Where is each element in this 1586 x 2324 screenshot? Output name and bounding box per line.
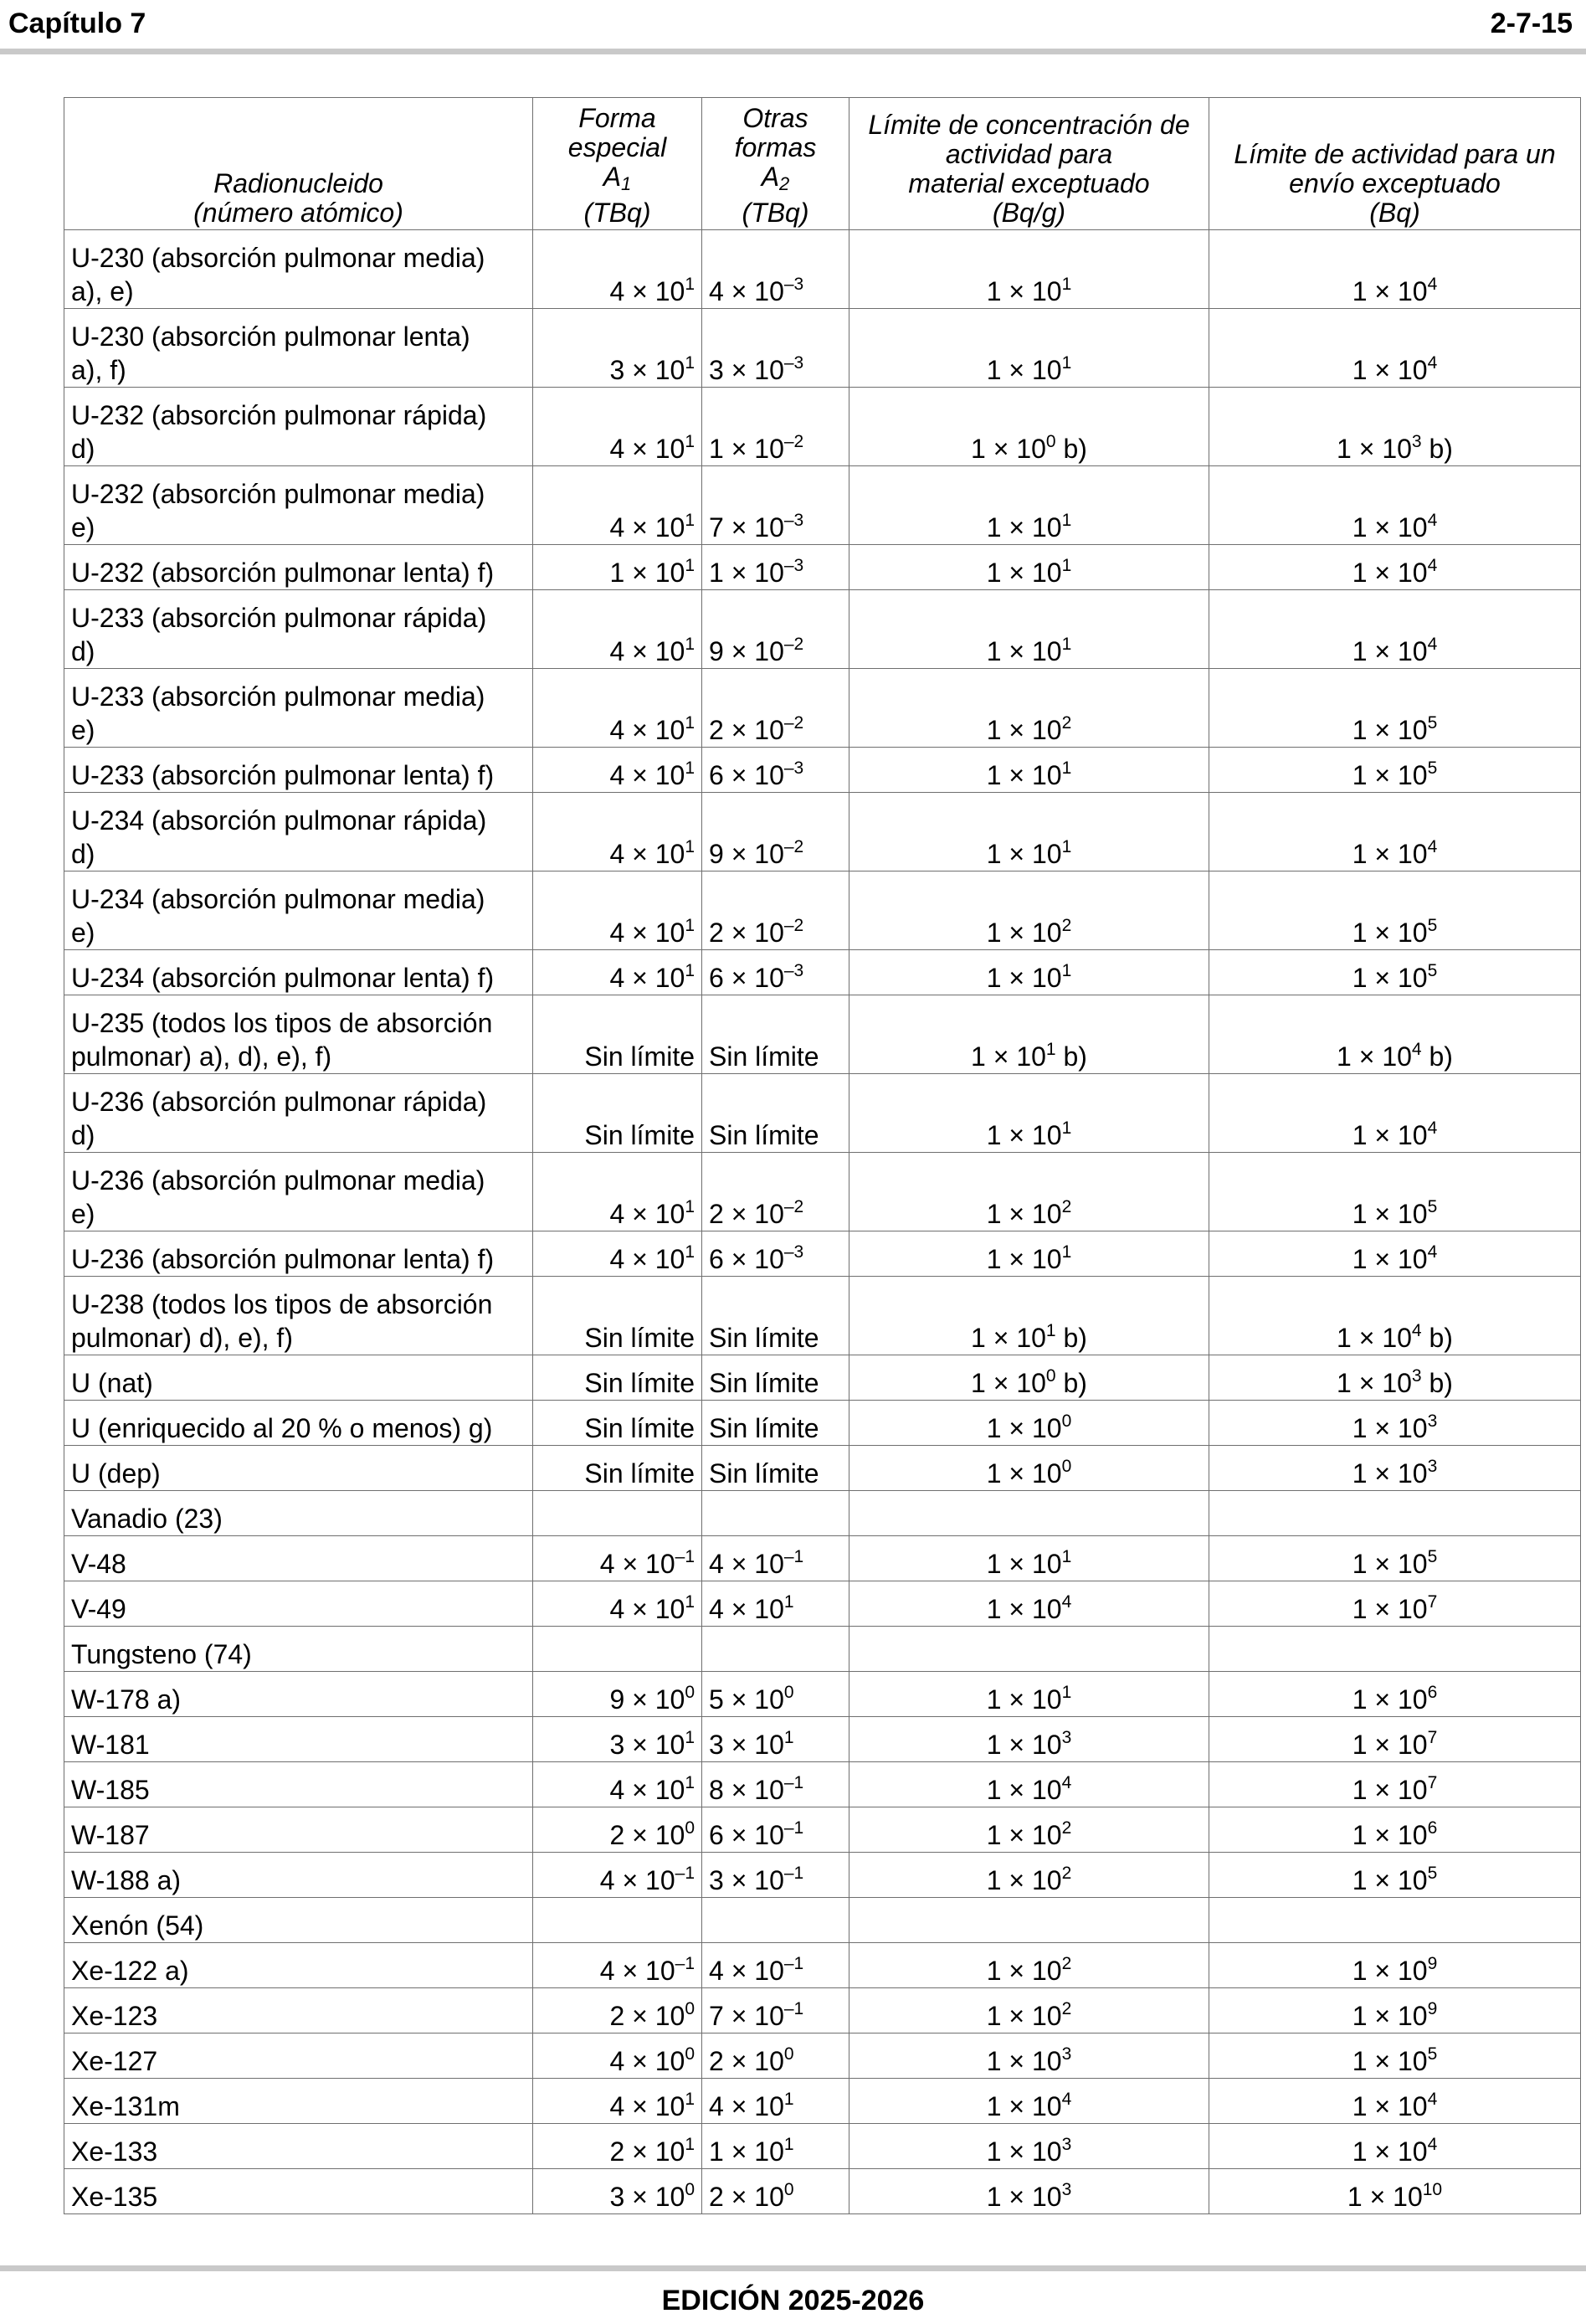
cell-a1: Sin límite <box>533 1074 702 1153</box>
cell-a1: $9 \times 10^0$ <box>533 1672 702 1717</box>
table-row <box>64 230 1581 309</box>
cell-a2: $4 \times 10^1$ <box>702 2079 849 2124</box>
cell-a1: Sin límite <box>533 1401 702 1446</box>
footer-rule <box>0 2265 1586 2271</box>
table-row <box>64 1491 1581 1536</box>
cell-a1: $2 \times 10^0$ <box>533 1807 702 1853</box>
cell-a2: $4 \times 10^{-1}$ <box>702 1536 849 1581</box>
table-row <box>64 1717 1581 1762</box>
cell-consignment-limit: $1 \times 10^5$ <box>1209 669 1581 748</box>
cell-concentration-limit: $1 \times 10^2$ <box>849 1943 1209 1988</box>
cell-radionuclide: W-178 a) <box>64 1672 533 1717</box>
table-body <box>64 230 1581 2214</box>
cell-a2: $4 \times 10^1$ <box>702 1581 849 1627</box>
cell-concentration-limit: $1 \times 10^1$ <box>849 793 1209 872</box>
cell-a2 <box>702 1491 849 1536</box>
cell-a2: $6 \times 10^{-3}$ <box>702 748 849 793</box>
cell-radionuclide: W-188 a) <box>64 1853 533 1898</box>
table-row <box>64 545 1581 590</box>
cell-a2: $1 \times 10^1$ <box>702 2124 849 2169</box>
table-row <box>64 1231 1581 1277</box>
cell-radionuclide: U (nat) <box>64 1355 533 1401</box>
cell-a1: $4 \times 10^1$ <box>533 388 702 466</box>
table-row <box>64 950 1581 995</box>
cell-consignment-limit: $1 \times 10^4$ <box>1209 2124 1581 2169</box>
cell-a2: $6 \times 10^{-3}$ <box>702 950 849 995</box>
cell-radionuclide: W-187 <box>64 1807 533 1853</box>
cell-a2: $9 \times 10^{-2}$ <box>702 590 849 669</box>
cell-radionuclide: Xe-122 a) <box>64 1943 533 1988</box>
cell-concentration-limit: $1 \times 10^1$ b) <box>849 1277 1209 1355</box>
cell-a1: $4 \times 10^1$ <box>533 1581 702 1627</box>
table-row <box>64 1446 1581 1491</box>
cell-a1: $4 \times 10^1$ <box>533 793 702 872</box>
cell-concentration-limit: $1 \times 10^1$ <box>849 466 1209 545</box>
cell-a1: $2 \times 10^0$ <box>533 1988 702 2034</box>
cell-a2: Sin límite <box>702 1277 849 1355</box>
cell-concentration-limit: $1 \times 10^1$ <box>849 950 1209 995</box>
table-row <box>64 388 1581 466</box>
cell-consignment-limit: $1 \times 10^3$ <box>1209 1401 1581 1446</box>
chapter-title: Capítulo 7 <box>8 8 146 39</box>
cell-consignment-limit: $1 \times 10^5$ <box>1209 1153 1581 1231</box>
cell-radionuclide: Xe-123 <box>64 1988 533 2034</box>
table-row <box>64 1153 1581 1231</box>
cell-radionuclide: U-236 (absorción pulmonar rápida) d) <box>64 1074 533 1153</box>
cell-concentration-limit: $1 \times 10^0$ b) <box>849 1355 1209 1401</box>
cell-consignment-limit: $1 \times 10^4$ <box>1209 793 1581 872</box>
cell-radionuclide: V-48 <box>64 1536 533 1581</box>
cell-a1: Sin límite <box>533 1446 702 1491</box>
cell-a2: $2 \times 10^0$ <box>702 2034 849 2079</box>
table-row <box>64 2079 1581 2124</box>
cell-consignment-limit: $1 \times 10^4$ <box>1209 545 1581 590</box>
cell-radionuclide: Xe-133 <box>64 2124 533 2169</box>
cell-consignment-limit: $1 \times 10^4$ <box>1209 230 1581 309</box>
cell-radionuclide: U-238 (todos los tipos de absorción pulmonar) d), e), f) <box>64 1277 533 1355</box>
cell-a1: $4 \times 10^1$ <box>533 950 702 995</box>
cell-consignment-limit: $1 \times 10^3$ <box>1209 1446 1581 1491</box>
table-row <box>64 1807 1581 1853</box>
cell-a1: $1 \times 10^1$ <box>533 545 702 590</box>
table-row <box>64 1943 1581 1988</box>
cell-concentration-limit: $1 \times 10^1$ <box>849 1672 1209 1717</box>
cell-a2: $5 \times 10^0$ <box>702 1672 849 1717</box>
table-row <box>64 466 1581 545</box>
cell-a1: $3 \times 10^1$ <box>533 1717 702 1762</box>
header-radionuclide: Radionucleido (número atómico) <box>64 98 533 230</box>
header-rule <box>0 49 1586 54</box>
cell-radionuclide: Xe-135 <box>64 2169 533 2214</box>
table-row <box>64 309 1581 388</box>
cell-radionuclide: U (dep) <box>64 1446 533 1491</box>
cell-a2: $2 \times 10^{-2}$ <box>702 1153 849 1231</box>
cell-consignment-limit: $1 \times 10^7$ <box>1209 1581 1581 1627</box>
cell-concentration-limit: $1 \times 10^1$ <box>849 309 1209 388</box>
cell-concentration-limit: $1 \times 10^2$ <box>849 669 1209 748</box>
cell-a2 <box>702 1627 849 1672</box>
table-row <box>64 590 1581 669</box>
cell-a2: $2 \times 10^0$ <box>702 2169 849 2214</box>
cell-a2: $3 \times 10^{-3}$ <box>702 309 849 388</box>
cell-consignment-limit: $1 \times 10^4$ <box>1209 590 1581 669</box>
cell-a1 <box>533 1627 702 1672</box>
cell-a1: $4 \times 10^1$ <box>533 1762 702 1807</box>
cell-a2: $1 \times 10^{-2}$ <box>702 388 849 466</box>
header-concentration-limit: Límite de concentración de actividad para material exceptuado (Bq/g) <box>849 98 1209 230</box>
cell-a2: $2 \times 10^{-2}$ <box>702 872 849 950</box>
cell-concentration-limit: $1 \times 10^1$ <box>849 545 1209 590</box>
cell-radionuclide: U-234 (absorción pulmonar lenta) f) <box>64 950 533 995</box>
cell-a2: $4 \times 10^{-1}$ <box>702 1943 849 1988</box>
table-row <box>64 2034 1581 2079</box>
cell-radionuclide: V-49 <box>64 1581 533 1627</box>
cell-radionuclide: U-232 (absorción pulmonar lenta) f) <box>64 545 533 590</box>
cell-consignment-limit: $1 \times 10^4$ <box>1209 2079 1581 2124</box>
cell-a1: $4 \times 10^{-1}$ <box>533 1536 702 1581</box>
cell-a2: $2 \times 10^{-2}$ <box>702 669 849 748</box>
page-number: 2-7-15 <box>1490 8 1573 39</box>
edition-footer: EDICIÓN 2025-2026 <box>661 2285 925 2316</box>
cell-a2: Sin límite <box>702 1401 849 1446</box>
cell-concentration-limit: $1 \times 10^3$ <box>849 2034 1209 2079</box>
cell-concentration-limit: $1 \times 10^4$ <box>849 2079 1209 2124</box>
cell-radionuclide: U-233 (absorción pulmonar lenta) f) <box>64 748 533 793</box>
cell-radionuclide: U-233 (absorción pulmonar media) e) <box>64 669 533 748</box>
table-row <box>64 1672 1581 1717</box>
cell-consignment-limit: $1 \times 10^5$ <box>1209 1853 1581 1898</box>
table-row <box>64 1898 1581 1943</box>
cell-concentration-limit: $1 \times 10^3$ <box>849 2124 1209 2169</box>
cell-concentration-limit: $1 \times 10^2$ <box>849 872 1209 950</box>
cell-radionuclide: Xenón (54) <box>64 1898 533 1943</box>
cell-a2: Sin límite <box>702 1446 849 1491</box>
cell-a1: $4 \times 10^1$ <box>533 466 702 545</box>
cell-consignment-limit: $1 \times 10^5$ <box>1209 872 1581 950</box>
cell-concentration-limit: $1 \times 10^0$ b) <box>849 388 1209 466</box>
cell-a1: $3 \times 10^1$ <box>533 309 702 388</box>
cell-concentration-limit: $1 \times 10^2$ <box>849 1153 1209 1231</box>
cell-a1 <box>533 1898 702 1943</box>
cell-radionuclide: U-232 (absorción pulmonar media) e) <box>64 466 533 545</box>
cell-consignment-limit: $1 \times 10^5$ <box>1209 2034 1581 2079</box>
cell-concentration-limit: $1 \times 10^0$ <box>849 1446 1209 1491</box>
cell-radionuclide: U-232 (absorción pulmonar rápida) d) <box>64 388 533 466</box>
cell-consignment-limit <box>1209 1898 1581 1943</box>
cell-consignment-limit: $1 \times 10^3$ b) <box>1209 1355 1581 1401</box>
cell-a1: $4 \times 10^0$ <box>533 2034 702 2079</box>
cell-a2: Sin límite <box>702 995 849 1074</box>
cell-consignment-limit: $1 \times 10^7$ <box>1209 1717 1581 1762</box>
cell-concentration-limit <box>849 1627 1209 1672</box>
cell-a1: Sin límite <box>533 995 702 1074</box>
cell-a1: $4 \times 10^1$ <box>533 669 702 748</box>
cell-a2: $3 \times 10^{-1}$ <box>702 1853 849 1898</box>
cell-radionuclide: W-181 <box>64 1717 533 1762</box>
cell-consignment-limit: $1 \times 10^7$ <box>1209 1762 1581 1807</box>
cell-concentration-limit: $1 \times 10^2$ <box>849 1988 1209 2034</box>
table-row <box>64 1536 1581 1581</box>
cell-concentration-limit: $1 \times 10^4$ <box>849 1581 1209 1627</box>
table-header-row <box>64 98 1581 230</box>
cell-consignment-limit: $1 \times 10^4$ <box>1209 309 1581 388</box>
cell-a2 <box>702 1898 849 1943</box>
cell-a2: $7 \times 10^{-1}$ <box>702 1988 849 2034</box>
header-a1: Forma especial A1 (TBq) <box>533 98 702 230</box>
cell-consignment-limit: $1 \times 10^4$ b) <box>1209 1277 1581 1355</box>
cell-a1: Sin límite <box>533 1355 702 1401</box>
cell-radionuclide: Xe-127 <box>64 2034 533 2079</box>
cell-concentration-limit: $1 \times 10^1$ <box>849 748 1209 793</box>
cell-a1: $4 \times 10^1$ <box>533 872 702 950</box>
cell-radionuclide: U-230 (absorción pulmonar lenta) a), f) <box>64 309 533 388</box>
cell-concentration-limit <box>849 1898 1209 1943</box>
table-row <box>64 872 1581 950</box>
cell-a2: $6 \times 10^{-3}$ <box>702 1231 849 1277</box>
cell-consignment-limit: $1 \times 10^4$ b) <box>1209 995 1581 1074</box>
table-row <box>64 1762 1581 1807</box>
cell-a2: $1 \times 10^{-3}$ <box>702 545 849 590</box>
cell-a2: $4 \times 10^{-3}$ <box>702 230 849 309</box>
cell-concentration-limit: $1 \times 10^3$ <box>849 1717 1209 1762</box>
header-a2: Otras formas A2 (TBq) <box>702 98 849 230</box>
cell-concentration-limit: $1 \times 10^1$ <box>849 590 1209 669</box>
cell-concentration-limit <box>849 1491 1209 1536</box>
cell-concentration-limit: $1 \times 10^1$ <box>849 1536 1209 1581</box>
cell-a1: $4 \times 10^1$ <box>533 230 702 309</box>
cell-radionuclide: Xe-131m <box>64 2079 533 2124</box>
cell-consignment-limit <box>1209 1627 1581 1672</box>
cell-a1: $4 \times 10^1$ <box>533 748 702 793</box>
cell-concentration-limit: $1 \times 10^1$ <box>849 230 1209 309</box>
page-header <box>8 3 1578 45</box>
table-row <box>64 1074 1581 1153</box>
table-row <box>64 995 1581 1074</box>
cell-consignment-limit <box>1209 1491 1581 1536</box>
cell-a2: $8 \times 10^{-1}$ <box>702 1762 849 1807</box>
cell-radionuclide: U-234 (absorción pulmonar rápida) d) <box>64 793 533 872</box>
cell-radionuclide: U-235 (todos los tipos de absorción pulmonar) a), d), e), f) <box>64 995 533 1074</box>
cell-concentration-limit: $1 \times 10^2$ <box>849 1853 1209 1898</box>
cell-consignment-limit: $1 \times 10^5$ <box>1209 1536 1581 1581</box>
table-row <box>64 1355 1581 1401</box>
cell-a2: Sin límite <box>702 1074 849 1153</box>
cell-consignment-limit: $1 \times 10^5$ <box>1209 748 1581 793</box>
cell-consignment-limit: $1 \times 10^3$ b) <box>1209 388 1581 466</box>
cell-a2: $9 \times 10^{-2}$ <box>702 793 849 872</box>
cell-a1: $3 \times 10^0$ <box>533 2169 702 2214</box>
cell-radionuclide: U-234 (absorción pulmonar media) e) <box>64 872 533 950</box>
cell-a1: $4 \times 10^1$ <box>533 1153 702 1231</box>
cell-a2: $3 \times 10^1$ <box>702 1717 849 1762</box>
cell-consignment-limit: $1 \times 10^5$ <box>1209 950 1581 995</box>
cell-a2: Sin límite <box>702 1355 849 1401</box>
table-row <box>64 1853 1581 1898</box>
table-row <box>64 669 1581 748</box>
cell-concentration-limit: $1 \times 10^1$ <box>849 1231 1209 1277</box>
cell-concentration-limit: $1 \times 10^1$ b) <box>849 995 1209 1074</box>
cell-radionuclide: U-230 (absorción pulmonar media) a), e) <box>64 230 533 309</box>
cell-a1: $4 \times 10^{-1}$ <box>533 1853 702 1898</box>
cell-a1 <box>533 1491 702 1536</box>
table-row <box>64 793 1581 872</box>
cell-radionuclide: Vanadio (23) <box>64 1491 533 1536</box>
cell-radionuclide: U-236 (absorción pulmonar lenta) f) <box>64 1231 533 1277</box>
cell-concentration-limit: $1 \times 10^3$ <box>849 2169 1209 2214</box>
cell-consignment-limit: $1 \times 10^{10}$ <box>1209 2169 1581 2214</box>
cell-a1: $2 \times 10^1$ <box>533 2124 702 2169</box>
table-row <box>64 1988 1581 2034</box>
cell-radionuclide: U-233 (absorción pulmonar rápida) d) <box>64 590 533 669</box>
cell-concentration-limit: $1 \times 10^2$ <box>849 1807 1209 1853</box>
cell-a2: $7 \times 10^{-3}$ <box>702 466 849 545</box>
cell-consignment-limit: $1 \times 10^6$ <box>1209 1807 1581 1853</box>
radionuclide-table <box>64 97 1581 2214</box>
cell-consignment-limit: $1 \times 10^4$ <box>1209 1074 1581 1153</box>
table-row <box>64 2169 1581 2214</box>
table-row <box>64 748 1581 793</box>
cell-a1: $4 \times 10^{-1}$ <box>533 1943 702 1988</box>
cell-concentration-limit: $1 \times 10^0$ <box>849 1401 1209 1446</box>
header-consignment-limit: Límite de actividad para un envío exceptuado (Bq) <box>1209 98 1581 230</box>
cell-radionuclide: W-185 <box>64 1762 533 1807</box>
cell-concentration-limit: $1 \times 10^4$ <box>849 1762 1209 1807</box>
cell-a1: $4 \times 10^1$ <box>533 1231 702 1277</box>
table-row <box>64 2124 1581 2169</box>
cell-radionuclide: Tungsteno (74) <box>64 1627 533 1672</box>
cell-a1: Sin límite <box>533 1277 702 1355</box>
cell-consignment-limit: $1 \times 10^9$ <box>1209 1988 1581 2034</box>
cell-a1: $4 \times 10^1$ <box>533 2079 702 2124</box>
table-row <box>64 1277 1581 1355</box>
cell-consignment-limit: $1 \times 10^6$ <box>1209 1672 1581 1717</box>
cell-consignment-limit: $1 \times 10^4$ <box>1209 1231 1581 1277</box>
table-row <box>64 1401 1581 1446</box>
table-row <box>64 1581 1581 1627</box>
cell-a2: $6 \times 10^{-1}$ <box>702 1807 849 1853</box>
cell-concentration-limit: $1 \times 10^1$ <box>849 1074 1209 1153</box>
cell-a1: $4 \times 10^1$ <box>533 590 702 669</box>
cell-consignment-limit: $1 \times 10^4$ <box>1209 466 1581 545</box>
cell-radionuclide: U-236 (absorción pulmonar media) e) <box>64 1153 533 1231</box>
table-row <box>64 1627 1581 1672</box>
cell-radionuclide: U (enriquecido al 20 % o menos) g) <box>64 1401 533 1446</box>
cell-consignment-limit: $1 \times 10^9$ <box>1209 1943 1581 1988</box>
